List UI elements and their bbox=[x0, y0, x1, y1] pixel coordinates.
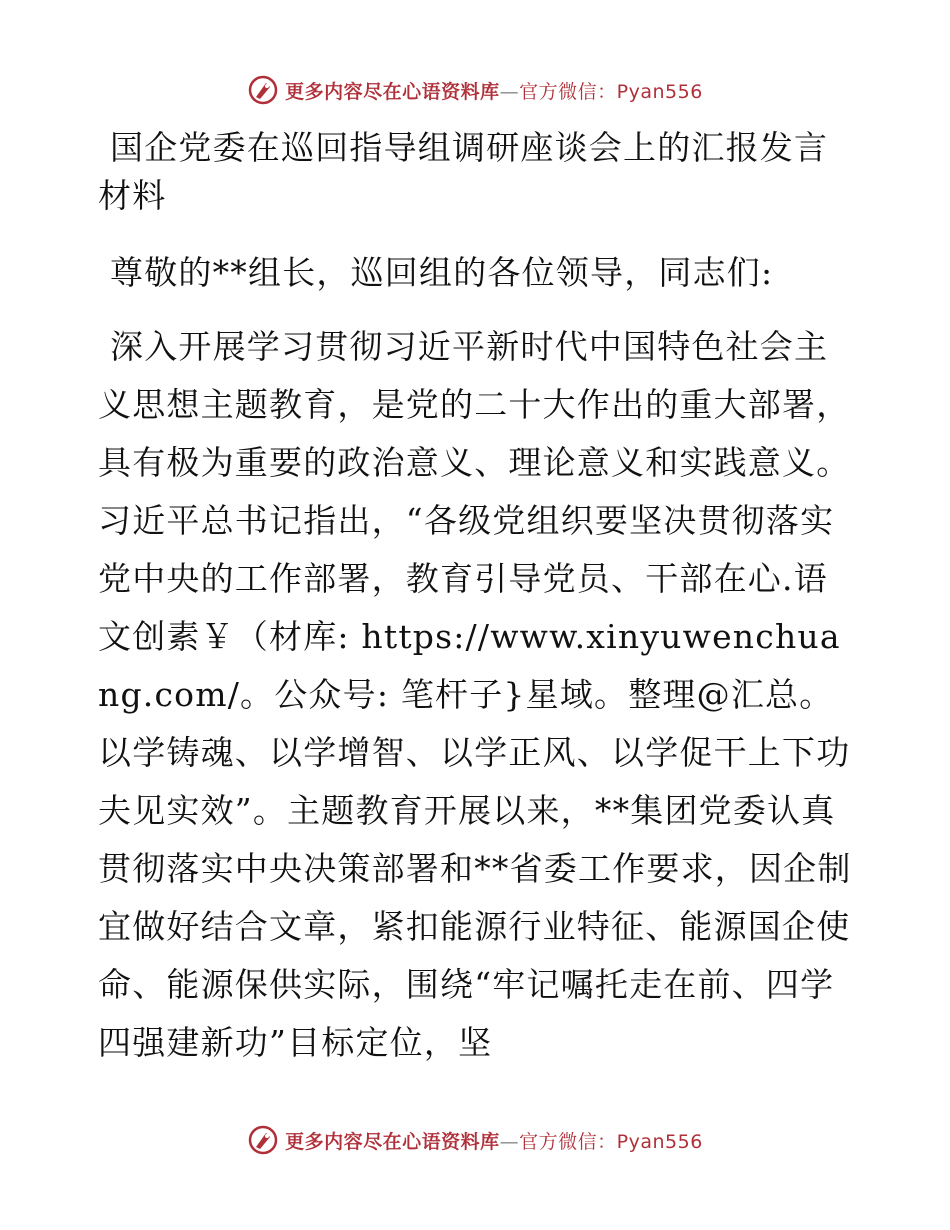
pen-nib-logo-icon bbox=[247, 1124, 279, 1156]
document-greeting: 尊敬的**组长，巡回组的各位领导，同志们: bbox=[110, 253, 774, 292]
document-title: 国企党委在巡回指导组调研座谈会上的汇报发言材料 bbox=[98, 128, 829, 215]
footer-banner-separator: — bbox=[499, 1130, 520, 1153]
header-banner-separator: — bbox=[499, 80, 520, 103]
header-banner-main: 更多内容尽在心语资料库 bbox=[285, 80, 500, 103]
header-banner-wechat: 官方微信：Pyan556 bbox=[519, 80, 703, 103]
header-banner bbox=[0, 70, 950, 110]
footer-banner-wechat: 官方微信：Pyan556 bbox=[519, 1130, 703, 1153]
document-content bbox=[98, 124, 858, 1072]
footer-banner-main: 更多内容尽在心语资料库 bbox=[285, 1130, 500, 1153]
header-banner-text bbox=[285, 77, 703, 104]
pen-nib-logo-icon bbox=[247, 74, 279, 106]
footer-banner-text bbox=[285, 1127, 703, 1154]
footer-banner bbox=[0, 1120, 950, 1160]
document-body-paragraph: 深入开展学习贯彻习近平新时代中国特色社会主义思想主题教育，是党的二十大作出的重大部署，具有极为重要的政治意义、理论意义和实践意义。习近平总书记指出，“各级党组织要坚决贯彻落实党中央的工作部署，教育引导党员、干部在心.语文创素￥（材库: https://www.xinyuwenchuang.com/。公众号: 笔杆子}星域。整理@汇总。以学铸魂、以学增智、以学正风、以学促干上下功夫见实效”。主题教育开展以来，**集团党委认真贯彻落实中央决策部署和**省委工作要求，因企制宜做好结合文章，紧扣能源行业特征、能源国企使命、能源保供实际，围绕“牢记嘱托走在前、四学四强建新功”目标定位，坚 bbox=[98, 327, 852, 1062]
